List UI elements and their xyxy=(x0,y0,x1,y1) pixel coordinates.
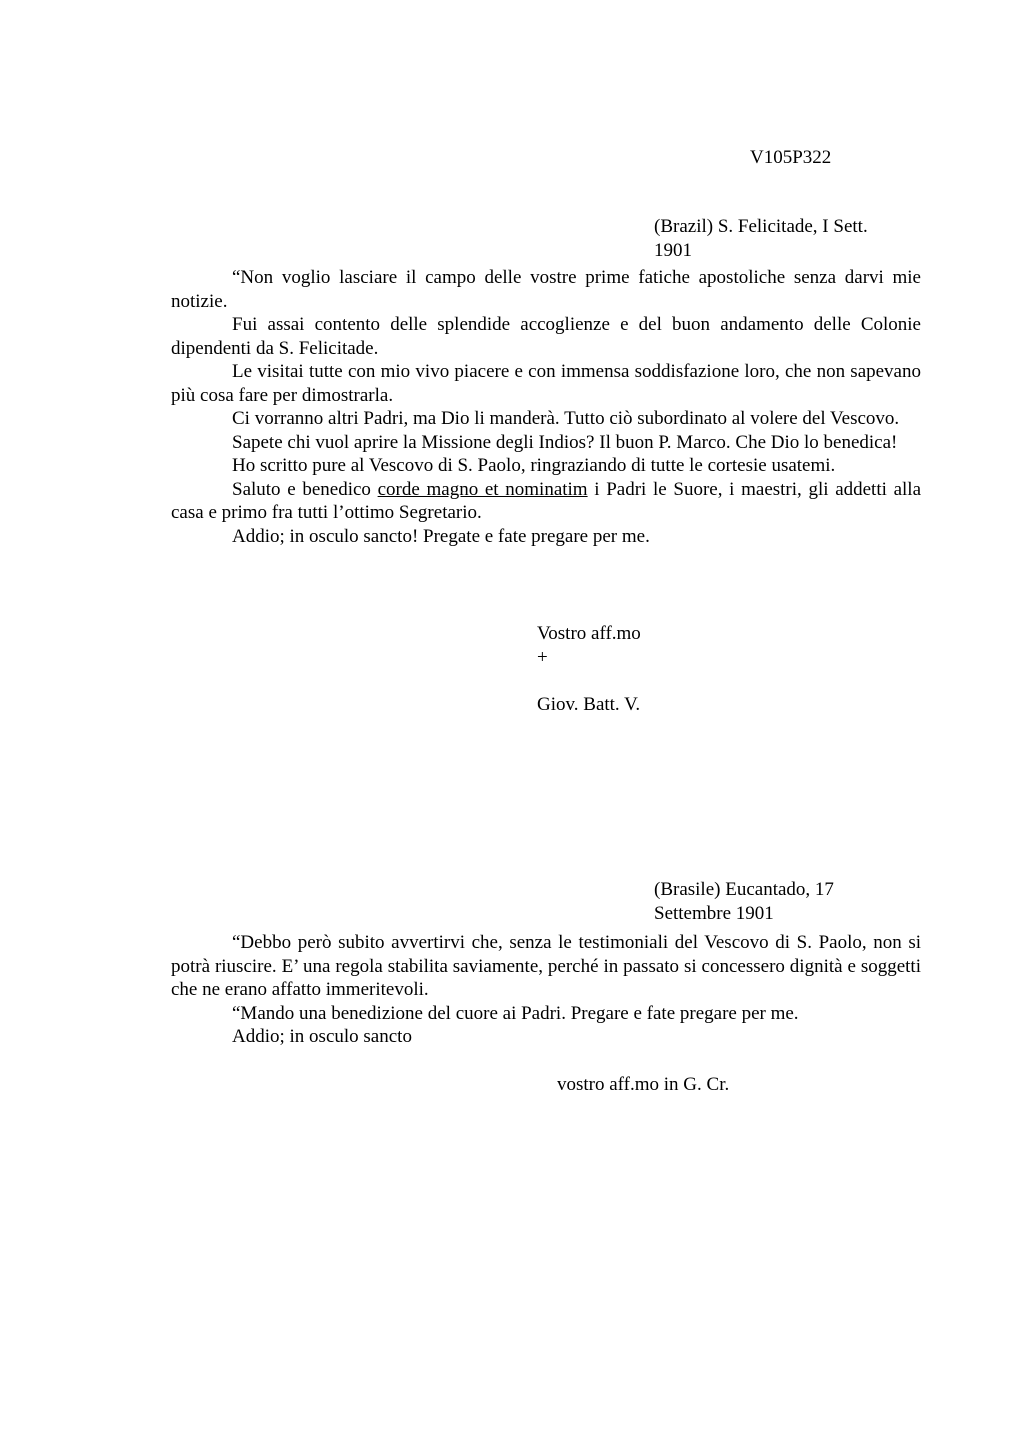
letter2-body xyxy=(171,931,921,1049)
letter1-greeting xyxy=(171,478,921,525)
letter2-closing: vostro aff.mo in G. Cr. xyxy=(557,1074,730,1095)
letter1-paragraph: Ci vorranno altri Padri, ma Dio li manderà. Tutto ciò subordinato al volere del Vescovo. xyxy=(232,408,900,429)
letter1-signature: Giov. Batt. V. xyxy=(537,694,641,715)
letter2-paragraph: “Debbo però subito avvertirvi che, senza le testimoniali del Vescovo di S. Paolo, non si potrà riuscire. E’ una regola stabilita saviamente, perché in passato si concessero dignità e soggetti che ne erano affatto immeritevoli. xyxy=(171,932,921,1000)
letter2-place-date: (Brasile) Eucantado, 17 Settembre 1901 xyxy=(654,879,834,924)
letter1-place-date: (Brazil) S. Felicitade, I Sett. 1901 xyxy=(654,216,868,261)
reference-code: V105P322 xyxy=(750,147,832,168)
letter1-body xyxy=(171,266,921,548)
letter1-cross: + xyxy=(537,647,548,668)
letter1-paragraph: Fui assai contento delle splendide accoglienze e del buon andamento delle Colonie dipendenti da S. Felicitade. xyxy=(171,314,921,359)
letter1-farewell: Addio; in osculo sancto! Pregate e fate pregare per me. xyxy=(232,525,650,547)
greeting-text: i Padri le Suore, i maestri, gli addetti alla casa e primo fra tutti l’ottimo Segretario. xyxy=(171,478,921,523)
letter1-paragraph: Sapete chi vuol aprire la Missione degli Indios? Il buon P. Marco. Che Dio lo benedica! xyxy=(232,431,898,453)
greeting-latin-phrase: corde magno et nominatim xyxy=(377,478,588,500)
letter1-closing: Vostro aff.mo xyxy=(537,623,641,644)
greeting-text: Saluto e benedico xyxy=(232,478,378,500)
letter1-paragraph: Ho scritto pure al Vescovo di S. Paolo, ringraziando di tutte le cortesie usatemi. xyxy=(232,455,836,476)
letter2-paragraph: Addio; in osculo sancto xyxy=(232,1026,412,1047)
letter1-paragraph: “Non voglio lasciare il campo delle vostre prime fatiche apostoliche senza darvi mie notizie. xyxy=(171,267,921,312)
letter1-paragraph: Le visitai tutte con mio vivo piacere e con immensa soddisfazione loro, che non sapevano più cosa fare per dimostrarla. xyxy=(171,361,921,406)
letter2-paragraph: “Mando una benedizione del cuore ai Padri. Pregare e fate pregare per me. xyxy=(232,1002,799,1024)
